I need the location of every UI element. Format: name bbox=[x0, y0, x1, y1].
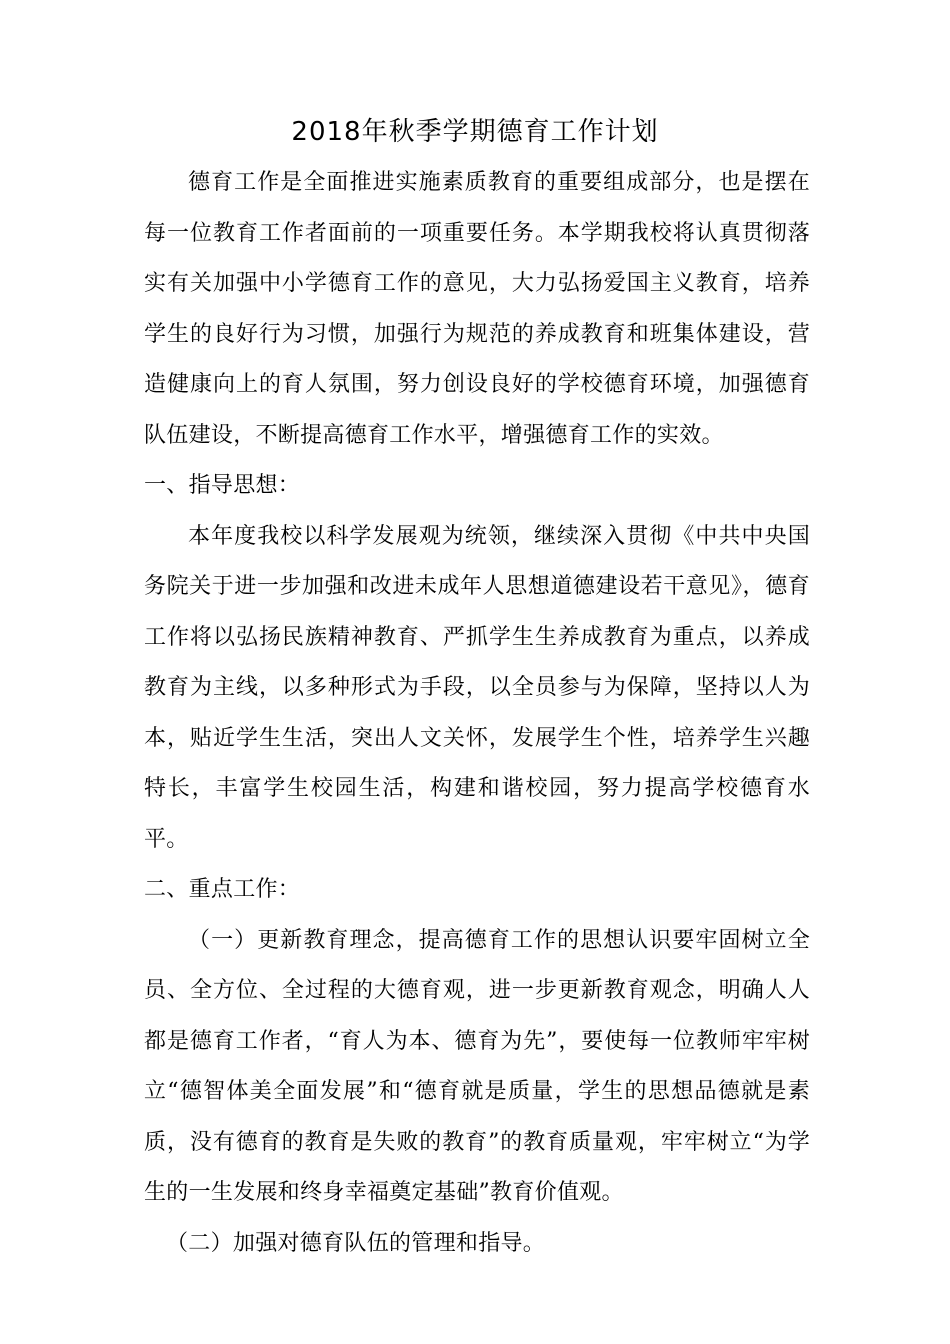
key-work-item-1: （一）更新教育理念，提高德育工作的思想认识要牢固树立全员、全方位、全过程的大德育观，进一步更新教育观念，明确人人都是德育工作者，“育人为本、德育为先”，要使每一位教师牢牢树立“德智体美全面发展”和“德育就是质量，学生的思想品德就是素质，没有德育的教育是失败的教育”的教育质量观，牢牢树立“为学生的一生发展和终身幸福奠定基础”教育价值观。 bbox=[144, 927, 810, 1205]
section-heading-key-work: 二、重点工作： bbox=[144, 877, 301, 902]
intro-paragraph: 德育工作是全面推进实施素质教育的重要组成部分，也是摆在每一位教育工作者面前的一项重要任务。本学期我校将认真贯彻落实有关加强中小学德育工作的意见，大力弘扬爱国主义教育，培养学生的良好行为习惯，加强行为规范的养成教育和班集体建设，营造健康向上的育人氛围，努力创设良好的学校德育环境，加强德育队伍建设，不断提高德育工作水平，增强德育工作的实效。 bbox=[144, 170, 810, 448]
document-title: 2018年秋季学期德育工作计划 bbox=[291, 117, 659, 147]
section-heading-guiding-thought: 一、指导思想： bbox=[144, 473, 301, 498]
document-body bbox=[144, 158, 810, 1269]
guiding-thought-paragraph: 本年度我校以科学发展观为统领，继续深入贯彻《中共中央国务院关于进一步加强和改进未成年人思想道德建设若干意见》，德育工作将以弘扬民族精神教育、严抓学生生养成教育为重点，以养成教育为主线，以多种形式为手段，以全员参与为保障，坚持以人为本，贴近学生生活，突出人文关怀，发展学生个性，培养学生兴趣特长，丰富学生校园生活，构建和谐校园，努力提高学校德育水平。 bbox=[144, 523, 810, 852]
key-work-item-2: （二）加强对德育队伍的管理和指导。 bbox=[166, 1230, 546, 1256]
